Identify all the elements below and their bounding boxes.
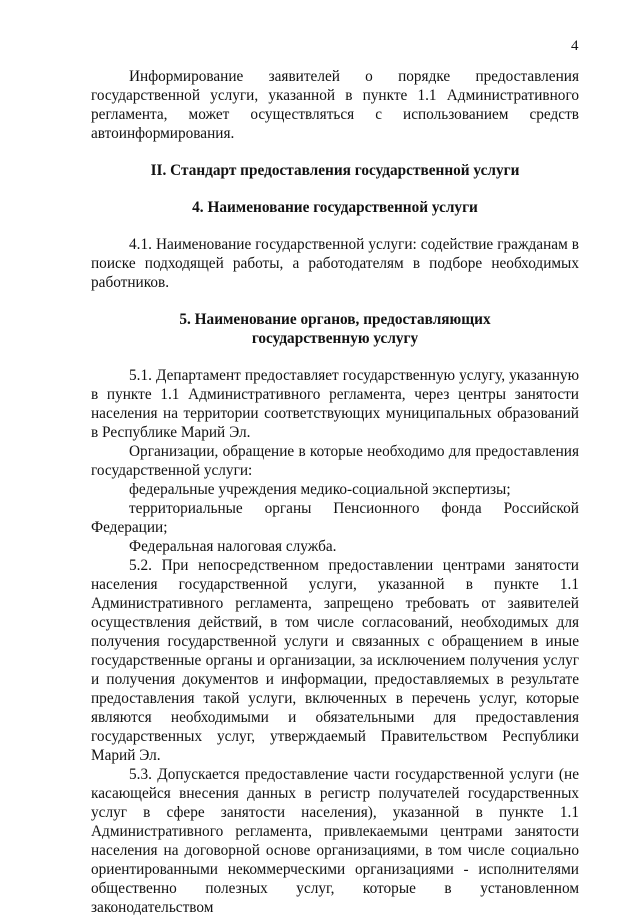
section-5-heading (91, 310, 579, 348)
paragraph-organizations: Организации, обращение в которые необходимо для предоставления государственной услуги: (91, 443, 579, 479)
list-item-pension-fund: территориальные органы Пенсионного фонда Российской Федерации; (91, 500, 579, 536)
paragraph-4-1: 4.1. Наименование государственной услуги: содействие гражданам в поиске подходящей работы, а работодателям в подборе необходимых работников. (91, 236, 579, 291)
section-5-heading-line1: 5. Наименование органов, предоставляющих (179, 311, 491, 328)
section-5-heading-line2: государственную услугу (251, 330, 419, 347)
list-item-tax-service: Федеральная налоговая служба. (129, 538, 337, 555)
paragraph-5-3: 5.3. Допускается предоставление части государственной услуги (не касающейся внесения данных в регистр получателей государственных услуг в сфере занятости населения), указанной в пункте 1.1 Административного регламента, привлекаемыми центрами занятости населения на договорной основе организациями, в том числе социально ориентированными некоммерческими организациями - исполнителями общественно полезных услуг, которые в установленном законодательством (91, 766, 579, 916)
document-body (91, 67, 579, 917)
paragraph-5-1: 5.1. Департамент предоставляет государственную услугу, указанную в пункте 1.1 Административного регламента, через центры занятости населения на территории соответствующих муниципальных образований в Республике Марий Эл. (91, 367, 579, 441)
paragraph-5-2: 5.2. При непосредственном предоставлении центрами занятости населения государственной услуги, указанной в пункте 1.1 Административного регламента, запрещено требовать от заявителей осуществления действий, в том числе согласований, необходимых для получения государственной услуги и связанных с обращением в иные государственные органы и организации, за исключением получения услуг и получения документов и информации, предоставляемых в результате предоставления такой услуги, включенных в перечень услуг, которые являются необходимыми и обязательными для предоставления государственных услуг, утверждаемый Правительством Республики Марий Эл. (91, 557, 579, 764)
section-2-heading: II. Стандарт предоставления государственной услуги (150, 162, 520, 179)
page-number: 4 (571, 38, 579, 54)
intro-paragraph: Информирование заявителей о порядке предоставления государственной услуги, указанной в пункте 1.1 Административного регламента, может осуществляться с использованием средств автоинформирования. (91, 68, 579, 142)
section-4-heading: 4. Наименование государственной услуги (192, 199, 478, 216)
list-item-federal-institutions: федеральные учреждения медико-социальной экспертизы; (129, 481, 511, 498)
